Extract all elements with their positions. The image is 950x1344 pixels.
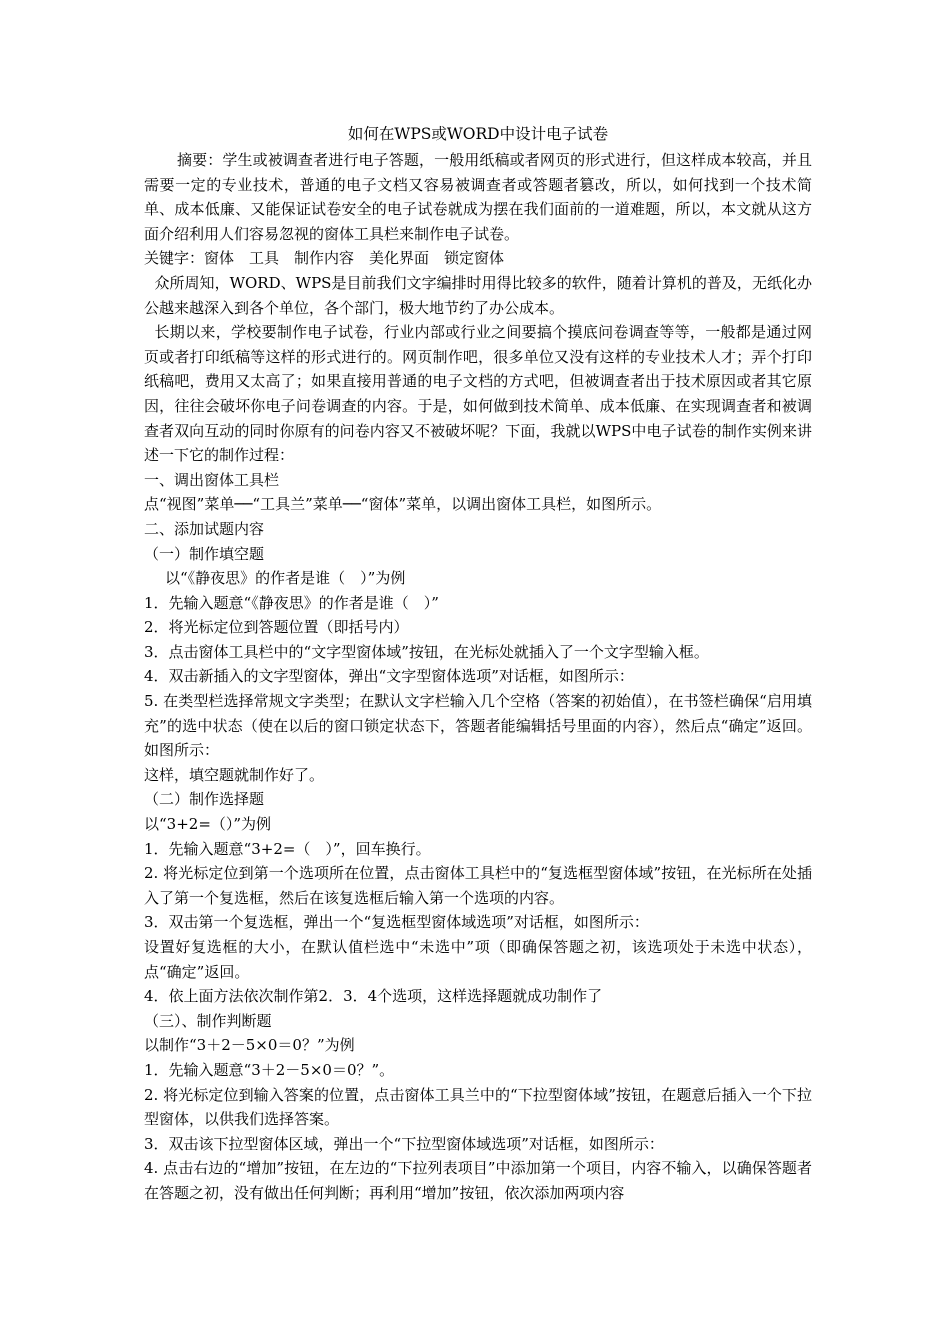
fill-blank-step-4: 4．双击新插入的文字型窗体，弹出“文字型窗体选项”对话框，如图所示： [144, 667, 634, 686]
fill-blank-step-1: 1．先输入题意“《静夜思》的作者是谁（ ）” [144, 593, 439, 612]
fill-blank-example: 以“《静夜思》的作者是谁（ ）”为例 [165, 569, 406, 588]
intro-paragraph-1: 众所周知，WORD、WPS是目前我们文字编排时用得比较多的软件，随着计算机的普及，无纸化办公越来越深入到各个单位，各个部门，极大地节约了办公成本。 [144, 273, 812, 317]
fill-blank-step-2: 2．将光标定位到答题位置（即括号内） [144, 618, 409, 637]
section-2-heading: 二、添加试题内容 [144, 519, 265, 538]
choice-step-3-note: 设置好复选框的大小，在默认值栏选中“未选中”项（即确保答题之初，该选项处于未选中状态），点“确定”返回。 [144, 938, 812, 981]
choice-heading: （二）制作选择题 [144, 790, 265, 809]
keywords-line: 关键字：窗体 工具 制作内容 美化界面 锁定窗体 [144, 249, 505, 268]
fill-blank-step-3: 3．点击窗体工具栏中的“文字型窗体域”按钮，在光标处就插入了一个文字型输入框。 [144, 642, 709, 661]
choice-step-4: 4．依上面方法依次制作第2．3．4个选项，这样选择题就成功制作了 [144, 987, 603, 1006]
choice-example: 以“3+2=（）”为例 [144, 815, 272, 834]
judge-step-3: 3．双击该下拉型窗体区域，弹出一个“下拉型窗体域选项”对话框，如图所示： [144, 1134, 664, 1153]
judge-step-4: 4. 点击右边的“增加”按钮，在左边的“下拉列表项目”中添加第一个项目，内容不输入，以确保答题者在答题之初，没有做出任何判断；再利用“增加”按钮，依次添加两项内容 [144, 1159, 812, 1202]
fill-blank-step-5: 5. 在类型栏选择常规文字类型；在默认文字栏输入几个空格（答案的初始值），在书签栏确保“启用填充”的选中状态（使在以后的窗口锁定状态下，答题者能编辑括号里面的内容），然后点“确定”返回。如图所示： [144, 692, 812, 760]
abstract-paragraph: 摘要：学生或被调查者进行电子答题，一般用纸稿或者网页的形式进行，但这样成本较高，并且需要一定的专业技术，普通的电子文档又容易被调查者或答题者篡改，所以，如何找到一个技术简单、成本低廉、又能保证试卷安全的电子试卷就成为摆在我们面前的一道难题，所以，本文就从这方面介绍利用人们容易忽视的窗体工具栏来制作电子试卷。 [144, 151, 812, 243]
document-title: 如何在WPS或WORD中设计电子试卷 [347, 125, 609, 143]
choice-step-1: 1．先输入题意“3+2=（ ）”，回车换行。 [144, 839, 431, 858]
section-1-text: 点“视图”菜单──“工具兰”菜单──“窗体”菜单，以调出窗体工具栏，如图所示。 [144, 495, 662, 514]
judge-heading: （三）、制作判断题 [144, 1011, 272, 1030]
judge-step-1: 1．先输入题意“3＋2－5×0＝0？”。 [144, 1060, 395, 1079]
intro-paragraph-2: 长期以来，学校要制作电子试卷，行业内部或行业之间要搞个摸底问卷调查等等，一般都是通过网页或者打印纸稿等这样的形式进行的。网页制作吧，很多单位又没有这样的专业技术人才；弄个打印纸稿吧，费用又太高了；如果直接用普通的电子文档的方式吧，但被调查者出于技术原因或者其它原因，往往会破坏你电子问卷调查的内容。于是，如何做到技术简单、成本低廉、在实现调查者和被调查者双向互动的同时你原有的问卷内容又不被破坏呢？下面，我就以WPS中电子试卷的制作实例来讲述一下它的制作过程： [144, 323, 812, 465]
section-1-heading: 一、调出窗体工具栏 [144, 470, 280, 489]
judge-example: 以制作“3＋2－5×0＝0？”为例 [144, 1036, 355, 1055]
choice-step-2: 2. 将光标定位到第一个选项所在位置，点击窗体工具栏中的“复选框型窗体域”按钮，在光标所在处插入了第一个复选框，然后在该复选框后输入第一个选项的内容。 [144, 864, 812, 907]
choice-step-3: 3．双击第一个复选框，弹出一个“复选框型窗体域选项”对话框，如图所示： [144, 913, 649, 932]
fill-blank-heading: （一）制作填空题 [144, 544, 265, 563]
judge-step-2: 2. 将光标定位到输入答案的位置，点击窗体工具兰中的“下拉型窗体域”按钮，在题意后插入一个下拉型窗体，以供我们选择答案。 [144, 1085, 812, 1129]
fill-blank-done: 这样，填空题就制作好了。 [144, 765, 325, 784]
document-page [144, 122, 812, 1206]
